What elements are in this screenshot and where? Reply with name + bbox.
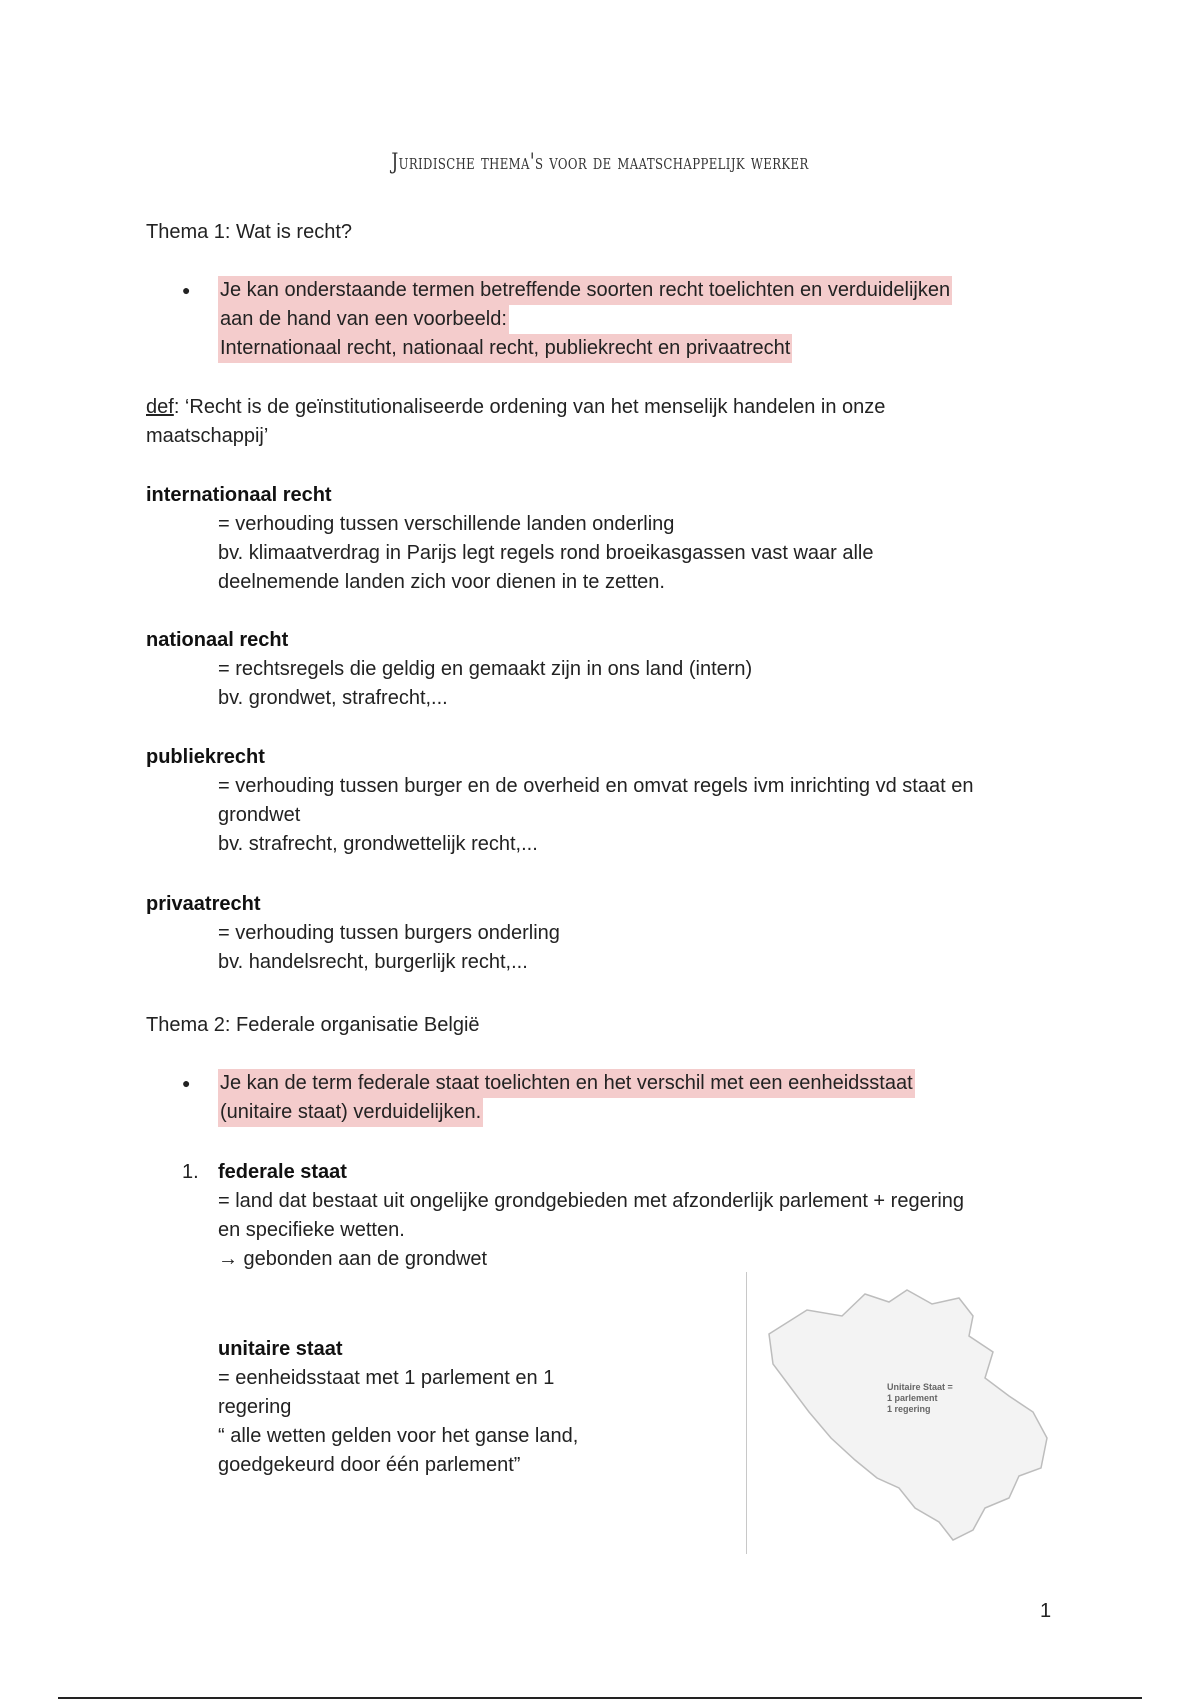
term-line: = eenheidsstaat met 1 parlement en 1 (218, 1367, 555, 1389)
term-line: = verhouding tussen burgers onderling (218, 922, 560, 944)
objective-line: Je kan de term federale staat toelichten en het verschil met een eenheidsstaat (218, 1069, 915, 1098)
term-line: goedgekeurd door één parlement” (218, 1454, 521, 1476)
definition-text: : ‘Recht is de geïnstitutionaliseerde ordening van het menselijk handelen in onze (173, 396, 886, 418)
belgium-map-image (746, 1272, 1072, 1554)
map-label-line: Unitaire Staat = (887, 1382, 953, 1392)
term-line: bv. handelsrecht, burgerlijk recht,... (218, 951, 528, 973)
term-line: deelnemende landen zich voor dienen in te zetten. (218, 571, 665, 593)
term-line: “ alle wetten gelden voor het ganse land, (218, 1425, 579, 1447)
objective-line: Je kan onderstaande termen betreffende soorten recht toelichten en verduidelijken (218, 276, 952, 305)
page-number: 1 (1040, 1600, 1052, 1622)
term-heading: unitaire staat (218, 1338, 343, 1360)
term-heading: federale staat (218, 1161, 347, 1183)
term-line: bv. klimaatverdrag in Parijs legt regels rond broeikasgassen vast waar alle (218, 542, 874, 564)
term-line: regering (218, 1396, 292, 1418)
map-label-line: 1 regering (887, 1404, 931, 1414)
term-line: = rechtsregels die geldig en gemaakt zijn in ons land (intern) (218, 658, 753, 680)
term-line: = verhouding tussen verschillende landen onderling (218, 513, 675, 535)
theme1-heading: Thema 1: Wat is recht? (146, 221, 352, 243)
bullet-icon: ● (182, 282, 191, 298)
term-line: → gebonden aan de grondwet (218, 1248, 488, 1270)
footer-divider (58, 1697, 1142, 1699)
map-label-line: 1 parlement (887, 1393, 938, 1403)
bullet-icon: ● (182, 1075, 191, 1091)
term-heading: nationaal recht (146, 629, 289, 651)
term-line: = verhouding tussen burger en de overheid en omvat regels ivm inrichting vd staat en (218, 775, 974, 797)
definition (146, 393, 885, 422)
definition-text-cont: maatschappij’ (146, 425, 269, 447)
term-line: bv. strafrecht, grondwettelijk recht,... (218, 833, 538, 855)
term-line: = land dat bestaat uit ongelijke grondgebieden met afzonderlijk parlement + regering (218, 1190, 965, 1212)
term-line: bv. grondwet, strafrecht,... (218, 687, 448, 709)
list-number: 1. (182, 1161, 199, 1183)
objective-line: aan de hand van een voorbeeld: (218, 305, 509, 334)
theme2-heading: Thema 2: Federale organisatie België (146, 1014, 480, 1036)
objective-line: (unitaire staat) verduidelijken. (218, 1098, 483, 1127)
document-title: Juridische thema's voor de maatschappelijk werker (391, 150, 809, 175)
term-heading: privaatrecht (146, 893, 261, 915)
term-heading: publiekrecht (146, 746, 265, 768)
objective-line: Internationaal recht, nationaal recht, publiekrecht en privaatrecht (218, 334, 792, 363)
term-line: grondwet (218, 804, 301, 826)
belgium-map-icon (747, 1272, 1072, 1554)
term-heading: internationaal recht (146, 484, 332, 506)
definition-label: def (146, 396, 174, 418)
term-line: en specifieke wetten. (218, 1219, 405, 1241)
